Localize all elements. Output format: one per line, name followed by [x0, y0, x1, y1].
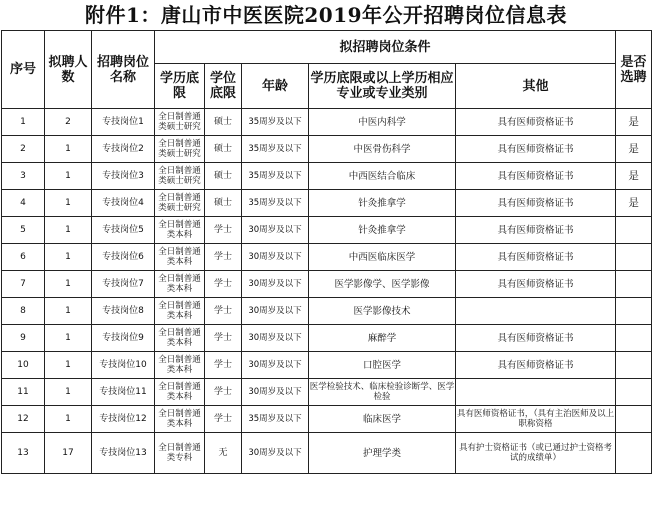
cell-other: [456, 298, 616, 325]
cell-education: 全日制普通类本科: [155, 298, 205, 325]
cell-position: 专技岗位2: [92, 136, 155, 163]
cell-selection: 是: [616, 190, 652, 217]
header-count: 拟聘人数: [45, 31, 92, 109]
cell-education: 全日制普通类本科: [155, 217, 205, 244]
cell-degree: 学士: [205, 217, 242, 244]
cell-selection: [616, 379, 652, 406]
table-row: [2, 352, 652, 379]
cell-count: 1: [45, 190, 92, 217]
cell-major: 护理学类: [309, 433, 456, 474]
cell-degree: 硕士: [205, 190, 242, 217]
cell-degree: 硕士: [205, 163, 242, 190]
cell-selection: 是: [616, 163, 652, 190]
cell-count: 1: [45, 406, 92, 433]
cell-selection: 是: [616, 136, 652, 163]
table-row: [2, 163, 652, 190]
cell-count: 2: [45, 109, 92, 136]
cell-selection: 是: [616, 109, 652, 136]
cell-major: 针灸推拿学: [309, 217, 456, 244]
table-row: [2, 271, 652, 298]
cell-education: 全日制普通类本科: [155, 352, 205, 379]
cell-degree: 学士: [205, 379, 242, 406]
cell-index: 9: [2, 325, 45, 352]
cell-degree: 学士: [205, 244, 242, 271]
cell-position: 专技岗位11: [92, 379, 155, 406]
cell-index: 1: [2, 109, 45, 136]
cell-index: 2: [2, 136, 45, 163]
cell-count: 1: [45, 217, 92, 244]
cell-position: 专技岗位9: [92, 325, 155, 352]
cell-other: 具有医师资格证书: [456, 271, 616, 298]
cell-major: 医学检验技术、临床检验诊断学、医学检验: [309, 379, 456, 406]
table-row: [2, 433, 652, 474]
table-row: [2, 244, 652, 271]
cell-education: 全日制普通类本科: [155, 244, 205, 271]
cell-count: 1: [45, 136, 92, 163]
cell-selection: [616, 352, 652, 379]
cell-other: 具有医师资格证书: [456, 325, 616, 352]
cell-education: 全日制普通类专科: [155, 433, 205, 474]
header-education: 学历底限: [155, 64, 205, 109]
cell-education: 全日制普通类硕士研究: [155, 109, 205, 136]
cell-degree: 学士: [205, 406, 242, 433]
cell-major: 中西医临床医学: [309, 244, 456, 271]
cell-other: 具有医师资格证书: [456, 190, 616, 217]
cell-selection: [616, 325, 652, 352]
cell-selection: [616, 433, 652, 474]
cell-other: 具有医师资格证书，（具有主治医师及以上职称资格: [456, 406, 616, 433]
header-major: 学历底限或以上学历相应专业或专业类别: [309, 64, 456, 109]
cell-selection: [616, 244, 652, 271]
cell-degree: 学士: [205, 271, 242, 298]
cell-count: 1: [45, 325, 92, 352]
cell-selection: [616, 271, 652, 298]
header-other: 其他: [456, 64, 616, 109]
table-row: [2, 325, 652, 352]
cell-other: 具有护士资格证书（或已通过护士资格考试的成绩单）: [456, 433, 616, 474]
cell-count: 1: [45, 352, 92, 379]
cell-age: 30周岁及以下: [242, 244, 309, 271]
cell-other: 具有医师资格证书: [456, 244, 616, 271]
cell-major: 口腔医学: [309, 352, 456, 379]
cell-selection: [616, 298, 652, 325]
cell-index: 7: [2, 271, 45, 298]
cell-age: 30周岁及以下: [242, 217, 309, 244]
cell-degree: 硕士: [205, 109, 242, 136]
cell-degree: 学士: [205, 298, 242, 325]
cell-other: 具有医师资格证书: [456, 109, 616, 136]
cell-age: 30周岁及以下: [242, 379, 309, 406]
cell-index: 6: [2, 244, 45, 271]
cell-education: 全日制普通类硕士研究: [155, 190, 205, 217]
recruitment-table: [1, 30, 652, 474]
cell-major: 中医骨伤科学: [309, 136, 456, 163]
cell-age: 35周岁及以下: [242, 163, 309, 190]
cell-degree: 无: [205, 433, 242, 474]
cell-age: 30周岁及以下: [242, 325, 309, 352]
cell-education: 全日制普通类硕士研究: [155, 163, 205, 190]
cell-count: 17: [45, 433, 92, 474]
cell-education: 全日制普通类硕士研究: [155, 136, 205, 163]
table-row: [2, 298, 652, 325]
table-row: [2, 109, 652, 136]
cell-count: 1: [45, 298, 92, 325]
cell-education: 全日制普通类本科: [155, 379, 205, 406]
cell-count: 1: [45, 163, 92, 190]
cell-index: 10: [2, 352, 45, 379]
cell-age: 30周岁及以下: [242, 433, 309, 474]
cell-index: 8: [2, 298, 45, 325]
table-row: [2, 217, 652, 244]
cell-position: 专技岗位4: [92, 190, 155, 217]
cell-major: 针灸推拿学: [309, 190, 456, 217]
cell-age: 30周岁及以下: [242, 271, 309, 298]
cell-age: 30周岁及以下: [242, 298, 309, 325]
cell-index: 4: [2, 190, 45, 217]
cell-age: 35周岁及以下: [242, 190, 309, 217]
cell-position: 专技岗位12: [92, 406, 155, 433]
cell-position: 专技岗位8: [92, 298, 155, 325]
cell-selection: [616, 406, 652, 433]
cell-degree: 学士: [205, 325, 242, 352]
cell-selection: [616, 217, 652, 244]
cell-position: 专技岗位6: [92, 244, 155, 271]
cell-position: 专技岗位7: [92, 271, 155, 298]
cell-index: 12: [2, 406, 45, 433]
cell-major: 麻醉学: [309, 325, 456, 352]
cell-age: 30周岁及以下: [242, 352, 309, 379]
cell-position: 专技岗位13: [92, 433, 155, 474]
header-index: 序号: [2, 31, 45, 109]
cell-index: 3: [2, 163, 45, 190]
cell-education: 全日制普通类本科: [155, 271, 205, 298]
cell-index: 5: [2, 217, 45, 244]
cell-education: 全日制普通类本科: [155, 406, 205, 433]
cell-education: 全日制普通类本科: [155, 325, 205, 352]
document-title: 附件1：唐山市中医医院2019年公开招聘岗位信息表: [84, 3, 568, 27]
table-row: [2, 136, 652, 163]
cell-position: 专技岗位3: [92, 163, 155, 190]
cell-position: 专技岗位1: [92, 109, 155, 136]
cell-other: 具有医师资格证书: [456, 163, 616, 190]
cell-major: 中医内科学: [309, 109, 456, 136]
cell-count: 1: [45, 379, 92, 406]
table-row: [2, 406, 652, 433]
header-age: 年龄: [242, 64, 309, 109]
cell-major: 临床医学: [309, 406, 456, 433]
cell-position: 专技岗位5: [92, 217, 155, 244]
table-row: [2, 190, 652, 217]
cell-other: 具有医师资格证书: [456, 136, 616, 163]
header-position: 招聘岗位名称: [92, 31, 155, 109]
cell-other: 具有医师资格证书: [456, 352, 616, 379]
cell-age: 35周岁及以下: [242, 406, 309, 433]
cell-major: 中西医结合临床: [309, 163, 456, 190]
cell-position: 专技岗位10: [92, 352, 155, 379]
cell-index: 13: [2, 433, 45, 474]
table-row: [2, 379, 652, 406]
cell-degree: 学士: [205, 352, 242, 379]
cell-count: 1: [45, 244, 92, 271]
cell-index: 11: [2, 379, 45, 406]
cell-major: 医学影像学、医学影像: [309, 271, 456, 298]
cell-count: 1: [45, 271, 92, 298]
header-selection: 是否选聘: [616, 31, 652, 109]
header-degree: 学位底限: [205, 64, 242, 109]
cell-major: 医学影像技术: [309, 298, 456, 325]
cell-age: 35周岁及以下: [242, 109, 309, 136]
header-conditions: 拟招聘岗位条件: [155, 31, 616, 64]
cell-other: [456, 379, 616, 406]
cell-other: 具有医师资格证书: [456, 217, 616, 244]
cell-age: 35周岁及以下: [242, 136, 309, 163]
cell-degree: 硕士: [205, 136, 242, 163]
